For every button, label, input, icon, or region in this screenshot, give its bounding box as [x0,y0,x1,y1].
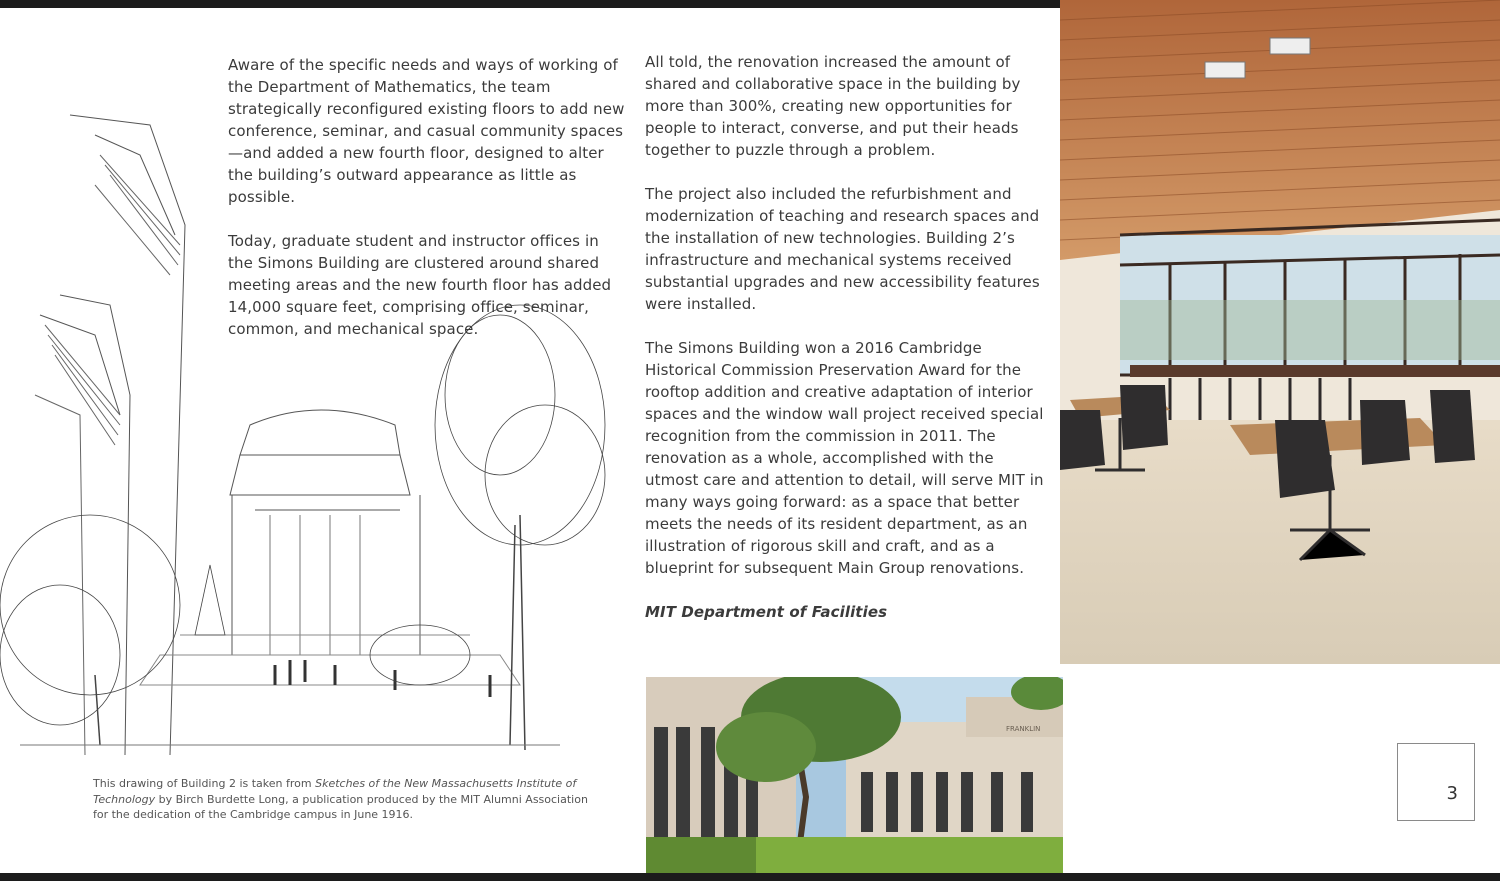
page-number-box [1397,743,1475,821]
author-signature: MIT Department of Facilities [645,603,888,621]
paragraph: The Simons Building won a 2016 Cambridge Historical Commission Preservation Award for the rooftop addition and creative adaptation of interior spaces and the window wall project received special recognition from the commission in 2011. The renovation as a whole, accomplished with the utmost care and attention to detail, will serve MIT in many ways going forward: as a space that better meets the needs of its resident department, as an illustration of rigorous skill and craft, and as a blueprint for subsequent Main Group renovations. [645,339,1044,577]
text-column-left [228,54,628,362]
paragraph: All told, the renovation increased the amount of shared and collaborative space in the building by more than 300%, creating new opportunities for people to interact, converse, and put their heads together to puzzle through a problem. [645,53,1021,159]
exterior-photo [646,677,1063,873]
text-column-right [645,51,1045,645]
paragraph: Aware of the specific needs and ways of working of the Department of Mathematics, the team strategically reconfigured existing floors to add new conference, seminar, and casual community spaces—and added a new fourth floor, designed to alter the building’s outward appearance as little as possible. [228,56,625,206]
caption-lead: This drawing of Building 2 is taken from [93,777,316,790]
paragraph: Today, graduate student and instructor offices in the Simons Building are clustered around shared meeting areas and the new fourth floor has added 14,000 square feet, comprising office, seminar, common, and mechanical space. [228,232,612,338]
interior-photo [1060,0,1500,664]
page-number: 3 [1446,783,1458,804]
caption-tail: by Birch Burdette Long, a publication produced by the MIT Alumni Association for the dedication of the Cambridge campus in June 1916. [93,792,588,821]
caption-book-title: Sketches of the New Massachusetts Institute of Technology [93,777,577,806]
paragraph: The project also included the refurbishment and modernization of teaching and research spaces and the installation of new technologies. Building 2’s infrastructure and mechanical systems received substantial upgrades and new accessibility features were installed. [645,185,1040,313]
building-inscription: FRANKLIN [1006,725,1041,733]
sketch-caption [93,776,593,823]
page-bottom-edge [0,873,1500,881]
